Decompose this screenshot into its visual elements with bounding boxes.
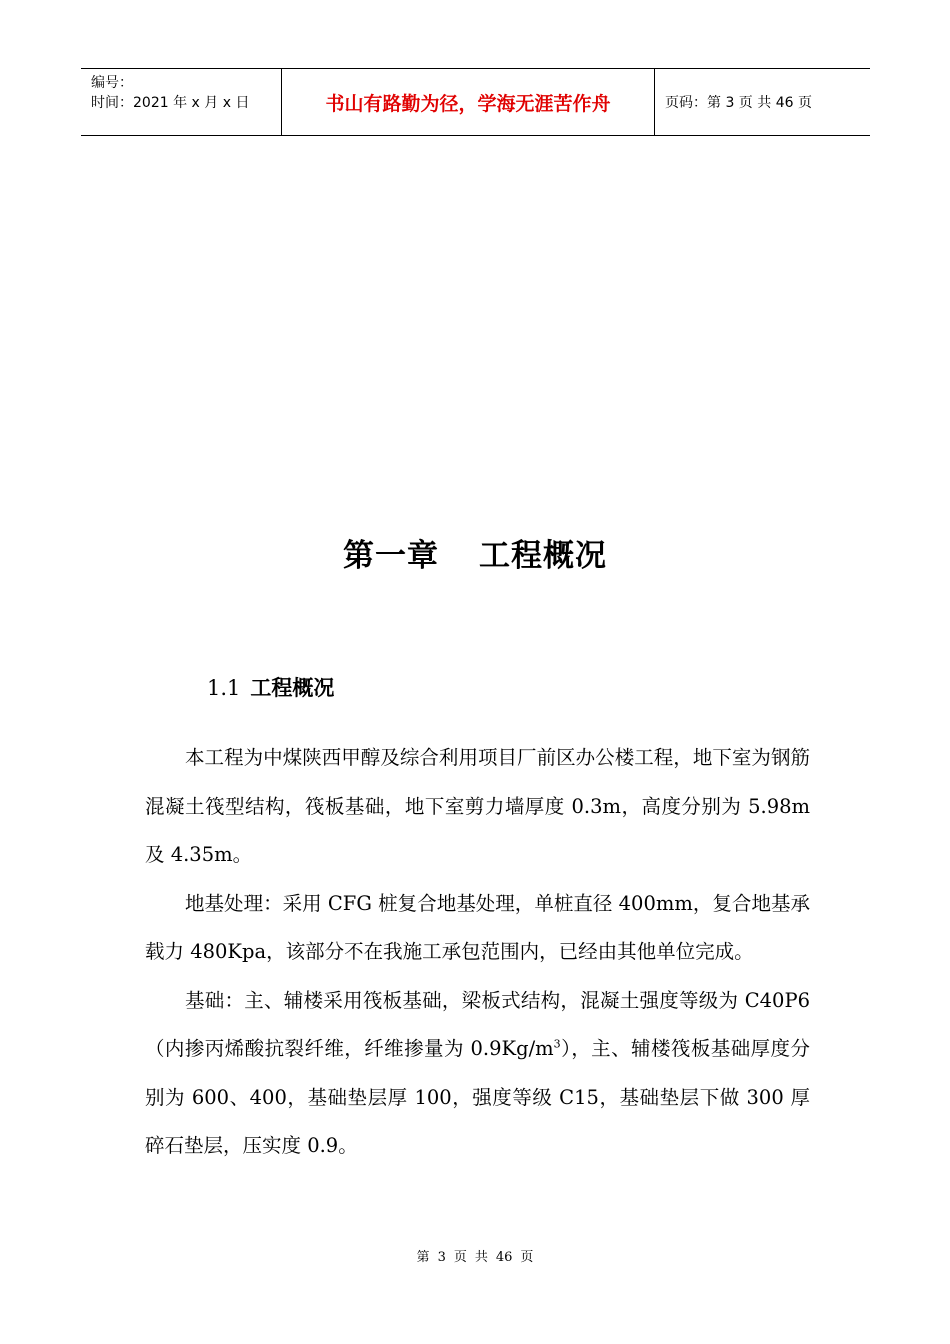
paragraph-ground-treatment: 地基处理：采用 CFG 桩复合地基处理，单桩直径 400mm，复合地基承载力 480Kpa，该部分不在我施工承包范围内，已经由其他单位完成。 xyxy=(145,891,810,963)
header-page-info: 页码：第 3 页 共 46 页 xyxy=(665,95,812,111)
section-name: 工程概况 xyxy=(250,676,335,700)
header-meta xyxy=(81,69,282,135)
foundation-text-part2: ），主、辅楼筏板基础厚度分别为 600、400，基础垫层厚 100，强度等级 C15，基础垫层下做 300 厚碎石垫层，压实度 0.9。 xyxy=(145,1037,810,1157)
chapter-name: 工程概况 xyxy=(479,538,607,574)
footer-ye: 页 xyxy=(453,1250,467,1265)
chapter-title xyxy=(0,530,950,575)
document-number-label: 编号： xyxy=(91,75,133,91)
chapter-prefix: 第一章 xyxy=(343,538,439,574)
footer-page-number: 3 xyxy=(437,1250,446,1265)
footer-di: 第 xyxy=(416,1250,430,1265)
section-heading xyxy=(207,672,334,702)
document-date: 时间：2021 年 x 月 x 日 xyxy=(91,95,250,111)
foundation-superscript: 3 xyxy=(553,1037,561,1051)
header-motto: 书山有路勤为径，学海无涯苦作舟 xyxy=(282,69,655,135)
paragraph-foundation xyxy=(145,977,810,1171)
footer-gong: 共 xyxy=(474,1250,488,1265)
section-number: 1.1 xyxy=(207,676,241,700)
foundation-text-part1: 基础：主、辅楼采用筏板基础，梁板式结构，混凝土强度等级为 C40P6（内掺丙烯酸抗裂纤维，纤维掺量为 0.9Kg/m xyxy=(145,988,810,1060)
body-text xyxy=(145,734,810,1171)
document-header xyxy=(81,68,870,136)
paragraph-overview: 本工程为中煤陕西甲醇及综合利用项目厂前区办公楼工程，地下室为钢筋混凝土筏型结构，筏板基础，地下室剪力墙厚度 0.3m，高度分别为 5.98m 及 4.35m。 xyxy=(145,746,810,866)
footer-ye-2: 页 xyxy=(520,1250,534,1265)
footer-total-pages: 46 xyxy=(495,1250,513,1265)
page-footer xyxy=(0,1246,950,1265)
